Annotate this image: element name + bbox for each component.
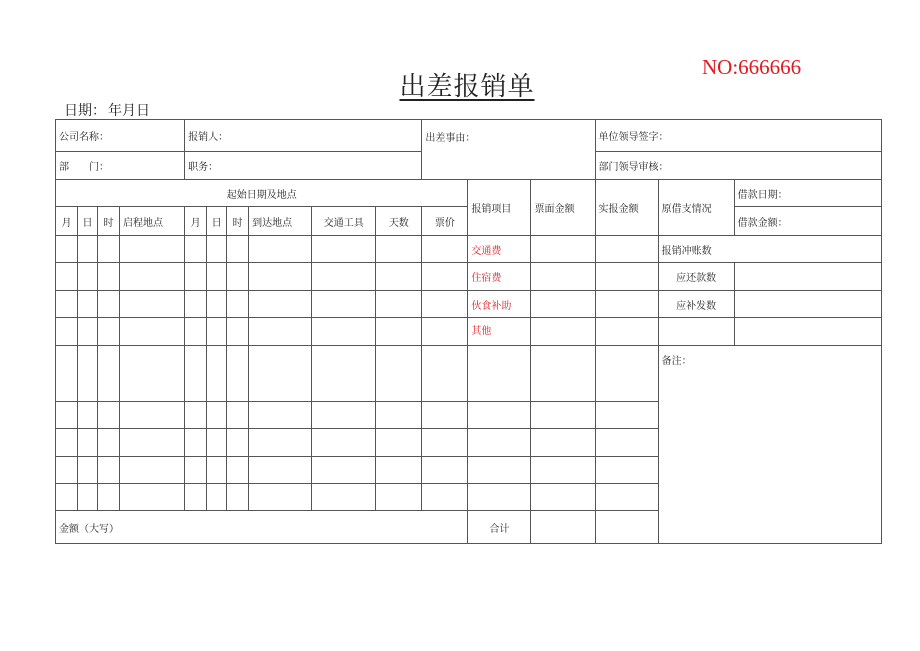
loan-status-header: 原借支情况 bbox=[658, 180, 734, 236]
date-line bbox=[64, 100, 152, 120]
loan-date-field[interactable] bbox=[734, 180, 881, 207]
table-row bbox=[56, 318, 882, 346]
total-face-amount[interactable] bbox=[531, 511, 595, 544]
dept-leader-label: 部门领导审核： bbox=[598, 162, 669, 173]
col-hour-end: 时 bbox=[227, 207, 249, 236]
face-amount-header: 票面金额 bbox=[531, 180, 595, 236]
col-hour-start: 时 bbox=[98, 207, 120, 236]
loan-date-label: 借款日期： bbox=[737, 189, 788, 201]
table-row bbox=[56, 263, 882, 291]
trip-reason-field[interactable] bbox=[422, 120, 595, 180]
col-departure-place: 启程地点 bbox=[120, 207, 185, 236]
unit-leader-signature-field[interactable] bbox=[595, 120, 881, 152]
trip-group-header: 起始日期及地点 bbox=[56, 180, 468, 207]
table-row bbox=[56, 346, 882, 402]
col-arrival-place: 到达地点 bbox=[249, 207, 312, 236]
item-transport-fee: 交通费 bbox=[468, 236, 531, 263]
total-label: 合计 bbox=[468, 511, 531, 544]
info-row-1 bbox=[56, 120, 882, 152]
position-field[interactable] bbox=[185, 152, 422, 180]
form-number: NO:666666 bbox=[702, 55, 802, 79]
col-month-start: 月 bbox=[56, 207, 78, 236]
loan-amount-field[interactable] bbox=[734, 207, 881, 236]
supplement-value[interactable] bbox=[734, 291, 881, 318]
offset-label: 报销冲账数 bbox=[658, 236, 881, 263]
expense-form-table bbox=[55, 119, 882, 544]
company-name-label: 公司名称： bbox=[59, 132, 109, 143]
reimburse-item-header: 报销项目 bbox=[468, 180, 531, 236]
refund-label: 应还款数 bbox=[658, 263, 734, 291]
date-label: 日期： bbox=[64, 103, 106, 119]
unit-leader-label: 单位领导签字： bbox=[598, 132, 669, 143]
col-day-end: 日 bbox=[207, 207, 227, 236]
amount-capital-field[interactable] bbox=[56, 511, 468, 544]
remark-field[interactable] bbox=[658, 346, 881, 544]
item-meal-allowance: 伙食补助 bbox=[468, 291, 531, 318]
company-name-field[interactable] bbox=[56, 120, 185, 152]
department-field[interactable] bbox=[56, 152, 185, 180]
item-other: 其他 bbox=[468, 318, 531, 346]
actual-amount-header: 实报金额 bbox=[595, 180, 658, 236]
reporter-label: 报销人： bbox=[188, 132, 229, 143]
loan-amount-label: 借款金额： bbox=[737, 217, 788, 229]
col-days: 天数 bbox=[376, 207, 422, 236]
col-transport: 交通工具 bbox=[312, 207, 376, 236]
supplement-label: 应补发数 bbox=[658, 291, 734, 318]
table-row bbox=[56, 291, 882, 318]
position-label: 职务： bbox=[188, 162, 219, 173]
remark-label: 备注： bbox=[661, 356, 692, 367]
item-accommodation-fee: 住宿费 bbox=[468, 263, 531, 291]
trip-header-row-1 bbox=[56, 180, 882, 207]
col-day-start: 日 bbox=[78, 207, 98, 236]
dept-leader-review-field[interactable] bbox=[595, 152, 881, 180]
form-title-text: 出差报销单 bbox=[399, 72, 535, 102]
amount-capital-label: 金额（大写） bbox=[59, 523, 119, 535]
col-fare: 票价 bbox=[422, 207, 468, 236]
total-actual-amount[interactable] bbox=[595, 511, 658, 544]
col-month-end: 月 bbox=[185, 207, 207, 236]
department-label-2: 门： bbox=[89, 162, 109, 173]
form-title bbox=[0, 66, 920, 103]
refund-value[interactable] bbox=[734, 263, 881, 291]
trip-reason-label: 出差事由： bbox=[425, 133, 476, 144]
reporter-field[interactable] bbox=[185, 120, 422, 152]
department-label-1: 部 bbox=[59, 162, 69, 173]
date-value: 年月日 bbox=[108, 103, 150, 119]
table-row bbox=[56, 236, 882, 263]
